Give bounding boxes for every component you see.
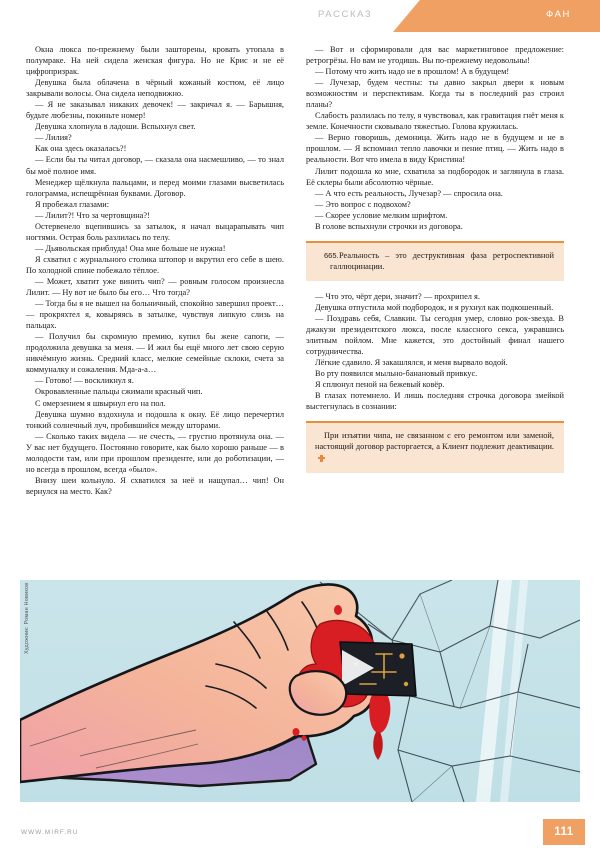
- paragraph: Девушка шумно вздохнула и подошла к окну. Её лицо перечертил тонкий солнечный луч, пробившийся между шторами.: [26, 409, 284, 430]
- page-number-label: 111: [554, 826, 574, 838]
- story-illustration: [20, 580, 580, 802]
- article-body: [0, 44, 600, 574]
- paragraph: — А что есть реальность, Лучезар? — спросила она.: [315, 188, 503, 198]
- paragraph: Остервенело вцепившись за затылок, я начал выцарапывать чип ногтями. Острая боль разлилась по телу.: [26, 221, 284, 242]
- paragraph: — Лилия?: [35, 133, 72, 143]
- header-section-label: ФАН: [545, 9, 571, 20]
- paragraph: — Получил бы скромную премию, купил бы жене сапоги, — продолжила девушка за меня. — И жил бы ещё много лет свою серую никчёмную жизнь. Средний класс, мелкие семейные склоки, счета за коммуналку и сожаления. Мда-а-а…: [26, 332, 284, 375]
- paragraph: С омерзением я швырнул его на пол.: [35, 398, 166, 408]
- paragraph: Менеджер щёлкнула пальцами, и перед моими глазами высветилась голограмма, испещрённая буквами. Договор.: [26, 177, 284, 198]
- page-number-badge: [543, 819, 585, 845]
- paragraph: — Это вопрос с подвохом?: [315, 199, 411, 209]
- illustration-artwork: [20, 580, 580, 802]
- paragraph: — Дьявольская приблуда! Она мне больше не нужна!: [35, 243, 226, 253]
- paragraph: Внизу шеи кольнуло. Я схватился за неё и нащупал… чип! Он вернулся на место. Как?: [26, 475, 284, 496]
- paragraph: Во рту появился мыльно-банановый привкус.: [315, 369, 478, 379]
- footer-website-url[interactable]: WWW.MIRF.RU: [21, 829, 79, 836]
- paragraph: — Лилит?! Что за чертовщина?!: [35, 210, 150, 220]
- paragraph: Окна люкса по-прежнему были зашторены, кровать утопала в полумраке. На ней сидела женская фигура. Но не Крис и не её цифропризрак.: [26, 45, 284, 77]
- paragraph: — Лучезар, будем честны: ты давно закрыл двери к новым возможностям и перспективам. Когда ты в последний раз строил планы?: [306, 78, 564, 110]
- paragraph: — Что это, чёрт дери, значит? — прохрипел я.: [315, 291, 480, 301]
- paragraph: — Может, хватит уже винить чип? — ровным голосом произнесла Лилит. — Ну вот не было бы его… Что тогда?: [26, 276, 284, 298]
- paragraph: — Если бы ты читал договор, — сказала она насмешливо, — то знал бы моё полное имя.: [26, 155, 284, 176]
- callout-clause-number: 665.: [324, 250, 339, 260]
- fingertip: [290, 671, 346, 715]
- paragraph: Я сплюнул пеной на бежевый ковёр.: [315, 380, 445, 390]
- paragraph: — Я не заказывал никаких девочек! — закричал я. — Барышня, будьте любезны, покиньте номер!: [26, 100, 284, 121]
- paragraph: Я схватил с журнального столика штопор и вкрутил его себе в шею. По холодной спине побежало тёплое.: [26, 254, 284, 275]
- paragraph: — Сколько таких видела — не счесть, — грустно протянула она. — У вас нет будущего. Постоянно говорите, как было хорошо раньше — в молодости там, или при прошлом президенте, или до роботизации, — но всегда в прошлом, всегда «было».: [26, 431, 284, 474]
- paragraph: Как она здесь оказалась?!: [35, 144, 127, 154]
- paragraph: Девушка отпустила мой подбородок, и я рухнул как подкошенный.: [315, 302, 554, 312]
- header-rubric-label: РАССКАЗ: [318, 9, 373, 20]
- paragraph: — Тогда бы я не вышел на больничный, спокойно завершил проект… — прокряхтел я, ковыряясь в затылке, чувствуя липкую слизь на пальцах.: [26, 299, 284, 331]
- blood-drop: [302, 735, 307, 741]
- paragraph: — Вот и сформировали для вас маркетинговое предложение: ретрогрёзы. Но вам не угодишь. Вы по-прежнему недовольны!: [306, 45, 564, 66]
- paragraph: В голове вспыхнули строчки из договора.: [315, 221, 463, 231]
- contract-clause-callout-1: [306, 241, 564, 281]
- paragraph: В глазах потемнело. И лишь последняя строчка договора змейкой выстегнулась в сознании:: [306, 391, 564, 412]
- blood-drop: [334, 605, 342, 615]
- contract-clause-callout-2: [306, 421, 564, 472]
- blood-drop: [293, 728, 300, 736]
- callout-body: [315, 250, 554, 272]
- paragraph: Лилит подошла ко мне, схватила за подбородок и заглянула в глаза. Её склеры были абсолютно чёрные.: [306, 166, 564, 187]
- paragraph: Окровавленные пальцы сжимали красный чип.: [35, 387, 203, 397]
- paragraph: Лёгкие сдавило. Я закашлялся, и меня вырвало водой.: [315, 358, 508, 368]
- paragraph: Слабость разлилась по телу, я чувствовал, как гравитация гнёт меня к земле. Конечности сковывало тяжестью. Голова кружилась.: [306, 111, 564, 132]
- callout-body: [315, 430, 554, 463]
- callout-clause-text: Реальность – это деструктивная фаза ретроспективной галлюцинации.: [330, 250, 554, 271]
- text-column-right: [306, 44, 564, 483]
- artist-credit: Художник: Роман Новиков: [24, 582, 30, 654]
- paragraph: Я пробежал глазами:: [35, 199, 110, 209]
- paragraph: Девушка хлопнула в ладоши. Вспыхнул свет.: [35, 122, 196, 132]
- paragraph: — Верно говоришь, демоница. Жить надо не в будущем и не в прошлом. — Я вспомнил тепло лавочки и пение птиц. — Жить надо в реальности. Вот что имела в виду Кристина!: [306, 133, 564, 165]
- paragraph: — Скорее условие мелким шрифтом.: [315, 210, 448, 220]
- text-column-left: [26, 44, 284, 497]
- paragraph: — Готово! — воскликнул я.: [35, 376, 134, 386]
- paragraph: — Поздравь себя, Славкин. Ты сегодня умер, словно рок-звезда. В джакузи президентского люкса, после классного секса, ужравшись элитным пойлом. Мне кажется, это достойный финал нашего сотрудничества.: [306, 313, 564, 357]
- paragraph: — Потому что жить надо не в прошлом! А в будущем!: [315, 67, 510, 77]
- paragraph: Девушка была облачена в чёрный кожаный костюм, её лицо закрывали волосы. Она сидела неподвижно.: [26, 78, 284, 99]
- callout-clause-text: При изъятии чипа, не связанном с его ремонтом или заменой, настоящий договор расторгается, а Клиент подлежит деактивации.: [315, 431, 554, 452]
- end-mark-icon: [318, 455, 325, 462]
- page-header: [0, 0, 600, 32]
